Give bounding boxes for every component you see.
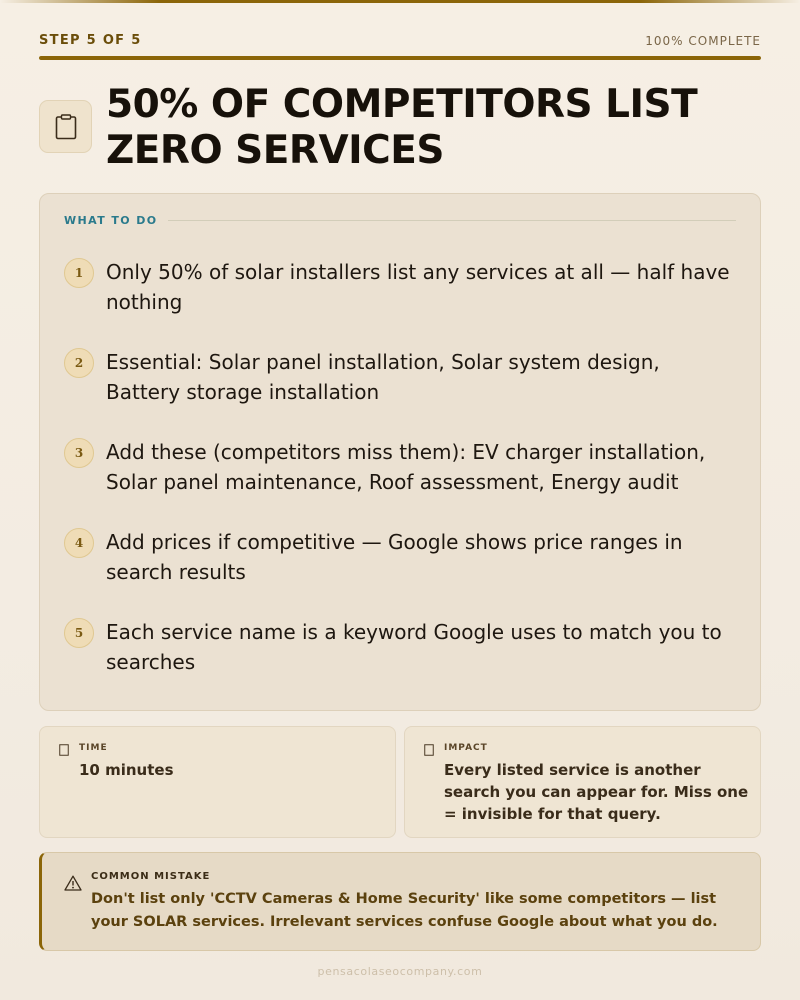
- progress-bar: [39, 56, 761, 60]
- todo-item-text: Only 50% of solar installers list any services at all — half have nothing: [106, 260, 730, 314]
- todo-item-text: Add prices if competitive — Google shows price ranges in search results: [106, 530, 683, 584]
- progress-fill: [39, 56, 761, 60]
- todo-item: [64, 258, 740, 348]
- step-number-badge: 1: [64, 258, 94, 288]
- what-to-do-label: WHAT TO DO: [64, 214, 158, 227]
- what-to-do-header: [64, 214, 736, 227]
- time-value: 10 minutes: [79, 761, 174, 779]
- todo-item-text: Add these (competitors miss them): EV charger installation, Solar panel maintenance, Roof assessment, Energy audit: [106, 440, 706, 494]
- time-card: [39, 726, 396, 838]
- title-row: [39, 82, 761, 174]
- clock-icon: [59, 744, 69, 756]
- warning-icon: [64, 875, 82, 891]
- todo-item-text: Essential: Solar panel installation, Solar system design, Battery storage installation: [106, 350, 660, 404]
- todo-item-text: Each service name is a keyword Google uses to match you to searches: [106, 620, 722, 674]
- todo-item: [64, 618, 740, 708]
- top-accent-line: [0, 0, 800, 3]
- step-number-badge: 2: [64, 348, 94, 378]
- step-number-badge: 4: [64, 528, 94, 558]
- time-label: TIME: [79, 743, 108, 753]
- impact-card: [404, 726, 761, 838]
- chart-icon: [424, 744, 434, 756]
- clipboard-icon: [39, 100, 92, 153]
- todo-item: [64, 528, 740, 618]
- footer-domain: pensacolaseocompany.com: [317, 965, 483, 978]
- common-mistake-label: COMMON MISTAKE: [91, 871, 211, 882]
- impact-label: IMPACT: [444, 743, 488, 753]
- todo-item: [64, 438, 740, 528]
- progress-header: [39, 33, 761, 48]
- impact-value: Every listed service is another search you can appear for. Miss one = invisible for that query.: [444, 761, 749, 823]
- step-number-badge: 3: [64, 438, 94, 468]
- what-to-do-card: [39, 193, 761, 711]
- common-mistake-text: Don't list only 'CCTV Cameras & Home Security' like some competitors — list your SOLAR services. Irrelevant services confuse Google about what you do.: [91, 891, 718, 930]
- page-title: 50% OF COMPETITORS LIST ZERO SERVICES: [106, 82, 698, 173]
- step-number-badge: 5: [64, 618, 94, 648]
- common-mistake-card: [39, 852, 761, 951]
- todo-item: [64, 348, 740, 438]
- divider: [168, 220, 737, 221]
- todo-list: [64, 258, 740, 708]
- complete-label: 100% COMPLETE: [645, 33, 761, 48]
- step-label: STEP 5 OF 5: [39, 33, 142, 48]
